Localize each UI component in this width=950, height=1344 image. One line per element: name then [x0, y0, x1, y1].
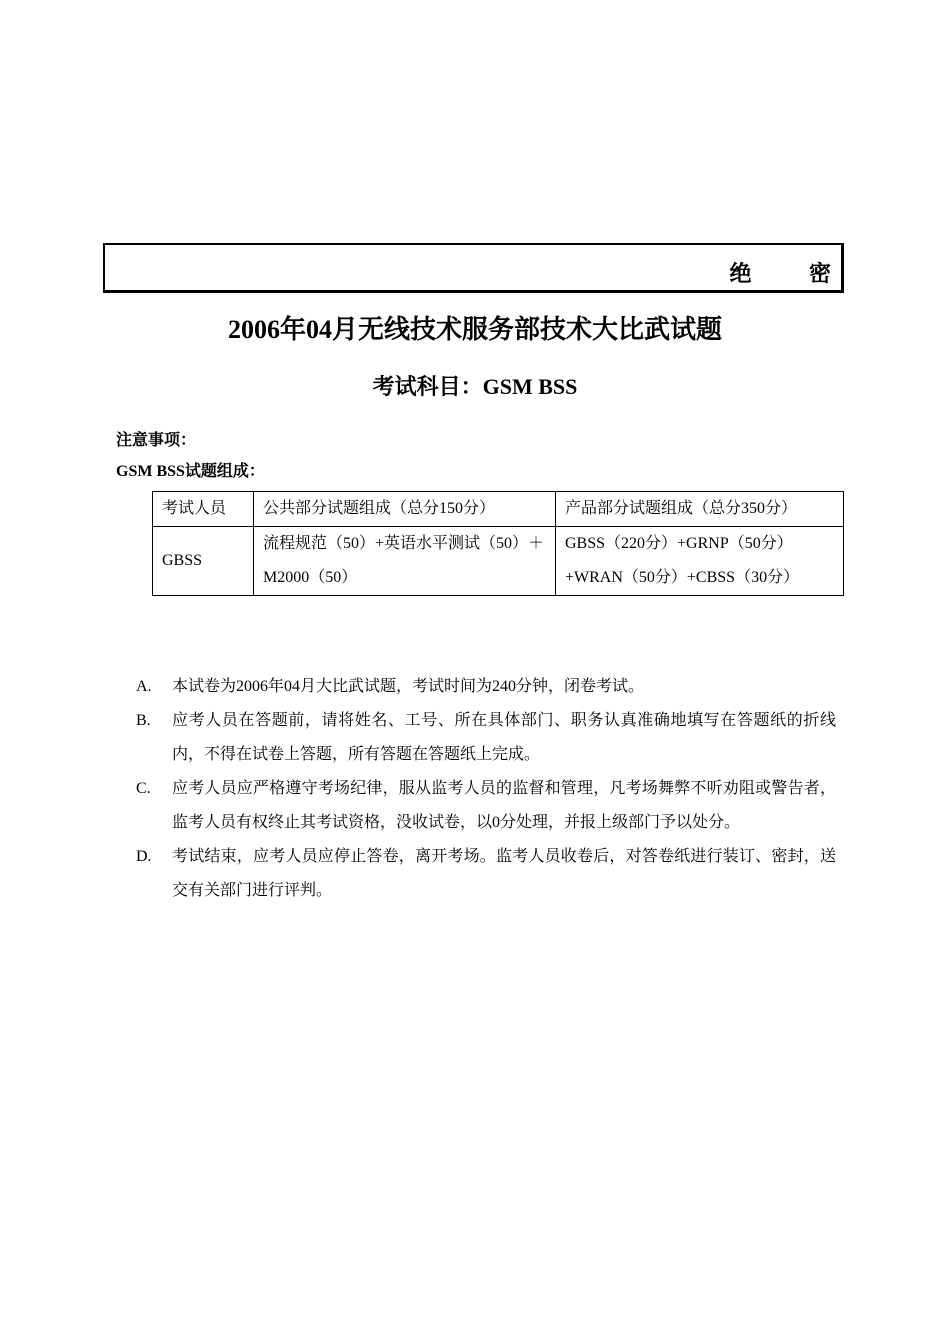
list-item-text: 考试结束，应考人员应停止答卷，离开考场。监考人员收卷后，对答卷纸进行装订、密封，送交有关部门进行评判。	[172, 848, 836, 899]
table-header-cell: 公共部分试题组成（总分150分）	[254, 492, 556, 527]
exam-subject: 考试科目：GSM BSS	[372, 374, 578, 399]
notes-heading: 注意事项：	[116, 432, 197, 449]
classification-label: 绝 密	[729, 261, 857, 286]
list-item	[136, 670, 836, 704]
list-item	[136, 840, 836, 908]
classification-box	[103, 243, 857, 293]
table-header-cell: 考试人员	[153, 492, 254, 527]
table-header-row	[153, 492, 844, 527]
list-item-text: 应考人员应严格遵守考场纪律，服从监考人员的监督和管理，凡考场舞弊不听劝阻或警告者，监考人员有权终止其考试资格，没收试卷，以0分处理，并报上级部门予以处分。	[172, 780, 836, 831]
list-item-marker: B.	[136, 712, 151, 729]
list-item	[136, 704, 836, 772]
composition-table	[152, 491, 844, 596]
composition-heading: GSM BSS试题组成：	[116, 463, 265, 480]
list-item-marker: D.	[136, 848, 152, 865]
table-header-cell: 产品部分试题组成（总分350分）	[556, 492, 844, 527]
list-item	[136, 772, 836, 840]
table-row	[153, 527, 844, 596]
rules-list	[136, 670, 836, 908]
list-item-marker: A.	[136, 678, 152, 695]
table-cell: GBSS	[153, 527, 254, 596]
page-title: 2006年04月无线技术服务部技术大比武试题	[227, 315, 722, 344]
table-cell: GBSS（220分）+GRNP（50分）+WRAN（50分）+CBSS（30分）	[556, 527, 844, 596]
list-item-marker: C.	[136, 780, 151, 797]
list-item-text: 应考人员在答题前，请将姓名、工号、所在具体部门、职务认真准确地填写在答题纸的折线内，不得在试卷上答题，所有答题在答题纸上完成。	[172, 712, 836, 763]
list-item-text: 本试卷为2006年04月大比武试题，考试时间为240分钟，闭卷考试。	[172, 678, 645, 695]
table-cell: 流程规范（50）+英语水平测试（50）＋M2000（50）	[254, 527, 556, 596]
